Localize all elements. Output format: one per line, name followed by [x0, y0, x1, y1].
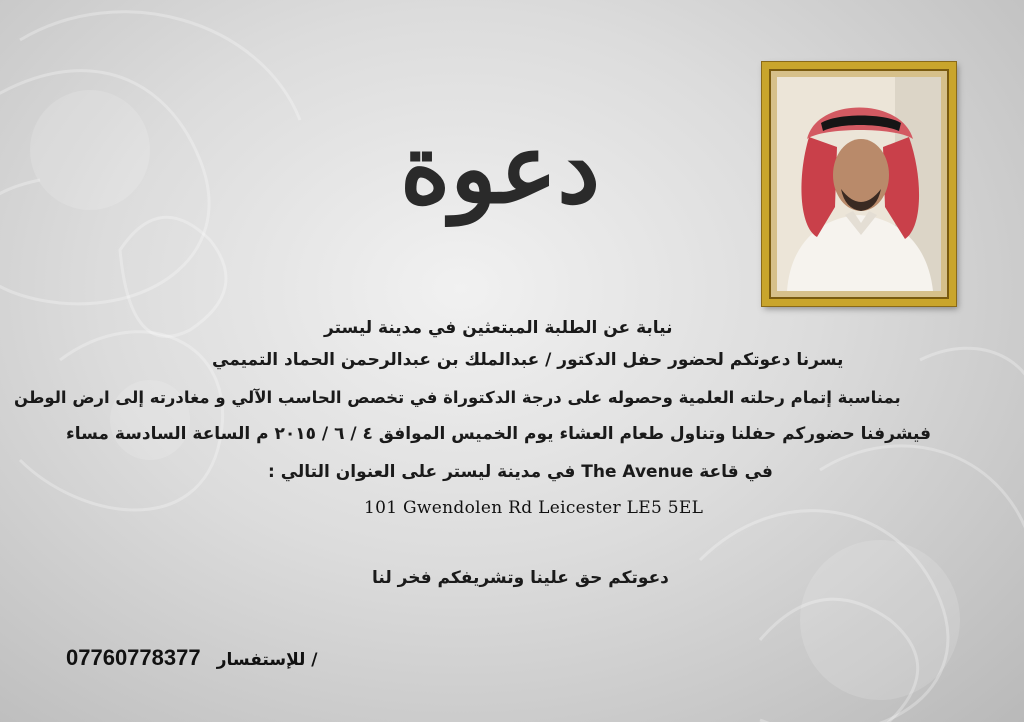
- portrait-photo: [777, 77, 941, 291]
- line-closing: دعوتكم حق علينا وتشريفكم فخر لنا: [372, 568, 669, 588]
- invitation-title: دعوة: [400, 111, 600, 225]
- portrait-frame: [762, 62, 956, 306]
- line-occasion: بمناسبة إتمام رحلته العلمية وحصوله على درجة الدكتوراة في تخصص الحاسب الآلي و مغادرته إلى ارض الوطن: [14, 388, 901, 407]
- contact-label: للإستفسار /: [216, 650, 318, 670]
- phone-number: 07760778377: [66, 645, 201, 670]
- address-text: 101 Gwendolen Rd Leicester LE5 5EL: [364, 498, 704, 518]
- contact-row: [66, 645, 318, 671]
- line-invite: يسرنا دعوتكم لحضور حفل الدكتور / عبدالملك بن عبدالرحمن الحماد التميمي: [212, 350, 844, 370]
- line-date-time: فيشرفنا حضوركم حفلنا وتناول طعام العشاء يوم الخميس الموافق ٤ / ٦ / ٢٠١٥ م الساعة السادسة مساء: [66, 424, 932, 444]
- line-on-behalf: نيابة عن الطلبة المبتعثين في مدينة ليستر: [324, 318, 673, 338]
- line-venue: في قاعة The Avenue في مدينة ليستر على العنوان التالي :: [268, 462, 773, 482]
- invitation-calligraphy-heading: [385, 78, 615, 258]
